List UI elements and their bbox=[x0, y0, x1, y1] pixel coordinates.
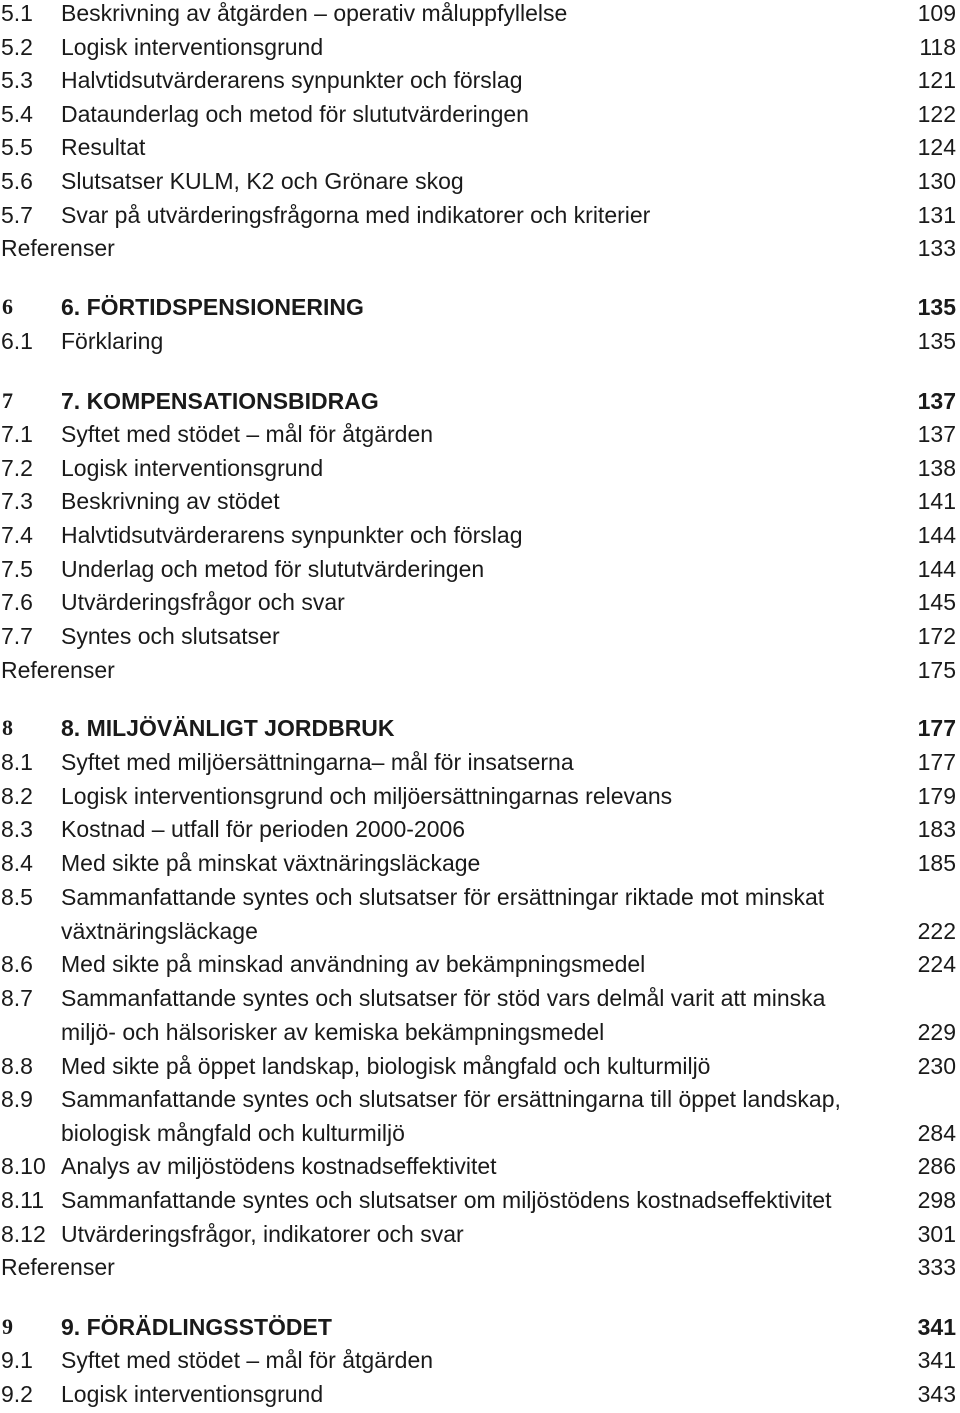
toc-entry bbox=[0, 812, 960, 846]
toc-entry-page: 133 bbox=[917, 235, 956, 261]
toc-entry-page: 118 bbox=[919, 34, 956, 60]
toc-entry-number: 8 bbox=[2, 715, 13, 740]
toc-entry-title: Kostnad – utfall för perioden 2000-2006 bbox=[61, 816, 466, 842]
toc-entry-page: 333 bbox=[917, 1254, 956, 1280]
toc-entry-number: 8.2 bbox=[1, 783, 33, 809]
toc-entry-title: Analys av miljöstödens kostnadseffektivitet bbox=[61, 1153, 497, 1179]
toc-chapter-heading bbox=[0, 290, 960, 324]
toc-entry-title: Slutsatser KULM, K2 och Grönare skog bbox=[61, 168, 464, 194]
toc-entry-title: Sammanfattande syntes och slutsatser om miljöstödens kostnadseffektivitet bbox=[61, 1187, 832, 1213]
toc-entry-title: Med sikte på minskat växtnäringsläckage bbox=[61, 850, 481, 876]
toc-entry-title: Sammanfattande syntes och slutsatser för ersättningarna till öppet landskap, bbox=[61, 1086, 841, 1112]
toc-entry bbox=[0, 164, 960, 198]
toc-entry bbox=[0, 585, 960, 619]
toc-entry bbox=[0, 518, 960, 552]
toc-entry-title: Referenser bbox=[1, 235, 115, 261]
toc-entry-title: Förklaring bbox=[61, 328, 164, 354]
toc-entry-number: 7.7 bbox=[1, 623, 33, 649]
toc-entry-title: Referenser bbox=[1, 657, 115, 683]
toc-entry-number: 8.8 bbox=[1, 1053, 33, 1079]
toc-entry bbox=[0, 880, 960, 914]
toc-entry-title: Logisk interventionsgrund bbox=[61, 455, 324, 481]
toc-entry-page: 137 bbox=[917, 421, 956, 447]
toc-entry-page: 175 bbox=[917, 657, 956, 683]
toc-entry-title: Logisk interventionsgrund och miljöersättningarnas relevans bbox=[61, 783, 673, 809]
toc-entry-number: 8.5 bbox=[1, 884, 33, 910]
toc-entry-page: 130 bbox=[917, 168, 956, 194]
toc-entry-page: 222 bbox=[917, 918, 956, 944]
toc-entry bbox=[0, 417, 960, 451]
toc-entry-title: miljö- och hälsorisker av kemiska bekämpningsmedel bbox=[61, 1019, 605, 1045]
toc-entry-page: 343 bbox=[917, 1381, 956, 1407]
toc-entry bbox=[0, 1082, 960, 1116]
toc-entry-page: 341 bbox=[917, 1314, 956, 1340]
toc-entry bbox=[0, 198, 960, 232]
toc-entry-title: Sammanfattande syntes och slutsatser för ersättningar riktade mot minskat bbox=[61, 884, 825, 910]
toc-entry bbox=[0, 484, 960, 518]
toc-entry-title: Beskrivning av åtgärden – operativ måluppfyllelse bbox=[61, 0, 568, 26]
toc-entry bbox=[0, 779, 960, 813]
toc-entry-number: 9.2 bbox=[1, 1381, 33, 1407]
toc-entry-title: Halvtidsutvärderarens synpunkter och förslag bbox=[61, 522, 523, 548]
toc-chapter-heading bbox=[0, 1310, 960, 1344]
toc-entry-title: 8. MILJÖVÄNLIGT JORDBRUK bbox=[61, 715, 395, 741]
toc-entry-title: växtnäringsläckage bbox=[61, 918, 258, 944]
toc-entry bbox=[0, 745, 960, 779]
toc-entry-number: 5.3 bbox=[1, 67, 33, 93]
toc-entry-number: 7 bbox=[2, 388, 13, 413]
toc-entry bbox=[0, 1183, 960, 1217]
toc-chapter-heading bbox=[0, 384, 960, 418]
toc-entry-title: 6. FÖRTIDSPENSIONERING bbox=[61, 294, 364, 320]
toc-entry-title: Med sikte på minskad användning av bekämpningsmedel bbox=[61, 951, 646, 977]
toc-entry bbox=[0, 130, 960, 164]
toc-entry bbox=[0, 451, 960, 485]
toc-entry-page: 177 bbox=[917, 749, 956, 775]
toc-entry-title: Underlag och metod för slututvärderingen bbox=[61, 556, 485, 582]
toc-entry bbox=[0, 1250, 960, 1284]
toc-entry-title: Halvtidsutvärderarens synpunkter och förslag bbox=[61, 67, 523, 93]
toc-entry-page: 179 bbox=[917, 783, 956, 809]
toc-entry-title: 7. KOMPENSATIONSBIDRAG bbox=[61, 388, 379, 414]
toc-entry-number: 5.1 bbox=[1, 0, 33, 26]
toc-entry-title: Dataunderlag och metod för slututvärderingen bbox=[61, 101, 529, 127]
toc-entry bbox=[0, 1217, 960, 1251]
toc-entry bbox=[0, 552, 960, 586]
toc-entry bbox=[0, 846, 960, 880]
toc-chapter-heading bbox=[0, 711, 960, 745]
toc-entry-number: 7.6 bbox=[1, 589, 33, 615]
toc-entry-number: 5.4 bbox=[1, 101, 33, 127]
toc-entry-number: 7.1 bbox=[1, 421, 33, 447]
toc-entry-page: 286 bbox=[917, 1153, 956, 1179]
toc-entry-title: Syftet med stödet – mål för åtgärden bbox=[61, 1347, 434, 1373]
toc-entry bbox=[0, 1149, 960, 1183]
toc-entry-page: 141 bbox=[917, 488, 956, 514]
toc-entry bbox=[0, 653, 960, 687]
toc-entry-page: 138 bbox=[917, 455, 956, 481]
toc-entry-number: 8.10 bbox=[1, 1153, 46, 1179]
toc-entry-page: 284 bbox=[917, 1120, 956, 1146]
toc-entry-number: 7.3 bbox=[1, 488, 33, 514]
toc-entry-page: 230 bbox=[917, 1053, 956, 1079]
toc-entry-number: 5.2 bbox=[1, 34, 33, 60]
toc-entry-number: 9 bbox=[2, 1314, 13, 1339]
toc-entry-number: 8.6 bbox=[1, 951, 33, 977]
toc-entry bbox=[0, 0, 960, 30]
toc-entry-title: biologisk mångfald och kulturmiljö bbox=[61, 1120, 405, 1146]
toc-entry-page: 145 bbox=[917, 589, 956, 615]
toc-entry-number: 6.1 bbox=[1, 328, 33, 354]
toc-entry-continuation bbox=[0, 1015, 960, 1049]
toc-entry-number: 5.6 bbox=[1, 168, 33, 194]
toc-entry-title: 9. FÖRÄDLINGSSTÖDET bbox=[61, 1314, 332, 1340]
toc-entry-page: 137 bbox=[917, 388, 956, 414]
toc-entry-page: 131 bbox=[917, 202, 956, 228]
toc-entry-title: Med sikte på öppet landskap, biologisk mångfald och kulturmiljö bbox=[61, 1053, 711, 1079]
toc-entry-continuation bbox=[0, 1116, 960, 1150]
toc-entry-number: 9.1 bbox=[1, 1347, 33, 1373]
toc-entry-number: 5.7 bbox=[1, 202, 33, 228]
toc-entry-number: 8.12 bbox=[1, 1221, 46, 1247]
toc-entry-page: 135 bbox=[917, 328, 956, 354]
toc-entry-title: Utvärderingsfrågor och svar bbox=[61, 589, 345, 615]
toc-entry-page: 124 bbox=[917, 134, 956, 160]
toc-entry-title: Syftet med miljöersättningarna– mål för insatserna bbox=[61, 749, 574, 775]
toc-entry-number: 6 bbox=[2, 294, 13, 319]
toc-entry-title: Utvärderingsfrågor, indikatorer och svar bbox=[61, 1221, 464, 1247]
toc-entry-page: 135 bbox=[917, 294, 956, 320]
toc-entry bbox=[0, 63, 960, 97]
toc-entry-title: Beskrivning av stödet bbox=[61, 488, 280, 514]
toc-entry-number: 7.4 bbox=[1, 522, 33, 548]
toc-entry-number: 8.1 bbox=[1, 749, 33, 775]
toc-entry-page: 122 bbox=[917, 101, 956, 127]
toc-entry-page: 298 bbox=[917, 1187, 956, 1213]
toc-entry bbox=[0, 324, 960, 358]
toc-entry bbox=[0, 1343, 960, 1377]
toc-entry-page: 224 bbox=[917, 951, 956, 977]
toc-entry bbox=[0, 1377, 960, 1411]
toc-entry-title: Syftet med stödet – mål för åtgärden bbox=[61, 421, 434, 447]
toc-entry bbox=[0, 97, 960, 131]
toc-entry-page: 177 bbox=[917, 715, 956, 741]
toc-entry bbox=[0, 1049, 960, 1083]
toc-entry-continuation bbox=[0, 914, 960, 948]
toc-entry-title: Logisk interventionsgrund bbox=[61, 34, 324, 60]
toc-entry-number: 8.3 bbox=[1, 816, 33, 842]
toc-entry-title: Svar på utvärderingsfrågorna med indikatorer och kriterier bbox=[61, 202, 651, 228]
toc-entry-title: Referenser bbox=[1, 1254, 115, 1280]
toc-entry-page: 229 bbox=[917, 1019, 956, 1045]
toc-entry-number: 8.4 bbox=[1, 850, 33, 876]
toc-entry-title: Resultat bbox=[61, 134, 146, 160]
toc-entry-number: 7.2 bbox=[1, 455, 33, 481]
toc-entry-page: 341 bbox=[917, 1347, 956, 1373]
toc-entry-number: 5.5 bbox=[1, 134, 33, 160]
toc-entry-page: 185 bbox=[917, 850, 956, 876]
toc-entry-title: Syntes och slutsatser bbox=[61, 623, 280, 649]
toc-entry bbox=[0, 981, 960, 1015]
toc-entry-page: 109 bbox=[917, 0, 956, 26]
toc-entry-number: 8.11 bbox=[1, 1187, 45, 1213]
toc-entry bbox=[0, 231, 960, 265]
toc-entry-title: Logisk interventionsgrund bbox=[61, 1381, 324, 1407]
toc-entry-page: 301 bbox=[917, 1221, 956, 1247]
toc-entry-number: 7.5 bbox=[1, 556, 33, 582]
toc-entry bbox=[0, 30, 960, 64]
toc-entry-number: 8.9 bbox=[1, 1086, 33, 1112]
toc-entry-page: 183 bbox=[917, 816, 956, 842]
toc-entry-page: 144 bbox=[917, 556, 956, 582]
toc-entry bbox=[0, 947, 960, 981]
toc-entry bbox=[0, 619, 960, 653]
toc-entry-title: Sammanfattande syntes och slutsatser för stöd vars delmål varit att minska bbox=[61, 985, 826, 1011]
toc-entry-page: 172 bbox=[917, 623, 956, 649]
toc-entry-page: 144 bbox=[917, 522, 956, 548]
toc-entry-page: 121 bbox=[917, 67, 956, 93]
toc-entry-number: 8.7 bbox=[1, 985, 33, 1011]
